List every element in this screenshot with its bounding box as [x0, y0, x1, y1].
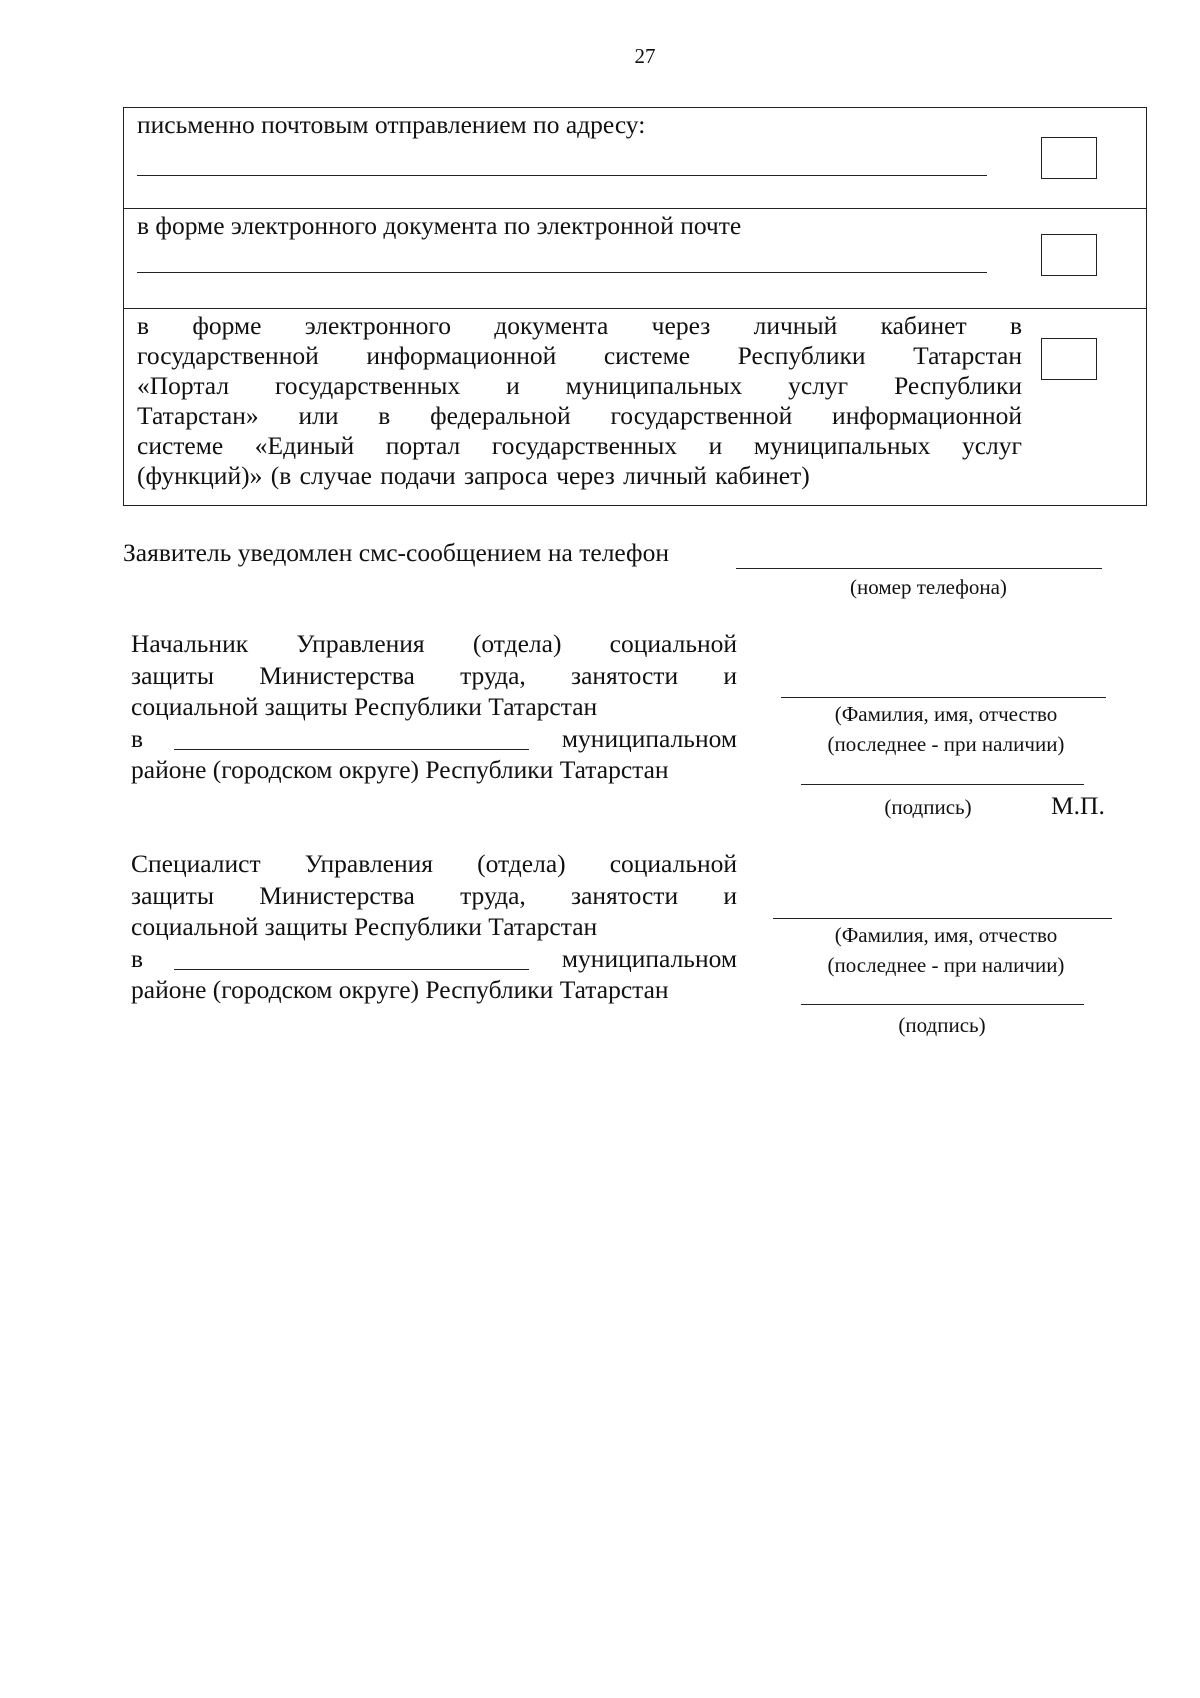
head-name-caption: (Фамилия, имя, отчество [834, 702, 1058, 726]
specialist-name-caption: (Фамилия, имя, отчество [834, 923, 1058, 947]
district-prep: в [131, 723, 144, 753]
specialist-title-line: социальной защиты Республики Татарстан [131, 912, 598, 941]
option-label: письменно почтовым отправлением по адресу: [137, 110, 646, 139]
specialist-signature-caption: (подпись) [898, 1013, 986, 1037]
option-label: в форме электронного документа по электронной почте [137, 211, 742, 240]
head-title-line: районе (городском округе) Республики Татарстан [131, 755, 669, 784]
sms-notice-text: Заявитель уведомлен смс-сообщением на телефон [123, 538, 669, 567]
specialist-title-block [131, 848, 737, 1006]
delivery-option-postal [124, 108, 1146, 209]
email-blank-line[interactable] [137, 272, 987, 273]
specialist-district-line [131, 943, 737, 975]
head-title-block [131, 628, 737, 786]
option-label-line: Татарстан» или в федеральной государственной информационной [137, 401, 1022, 430]
specialist-name-blank-line[interactable] [773, 918, 1112, 919]
district-blank-line[interactable] [174, 749, 529, 750]
district-suffix: муниципальном [561, 943, 737, 973]
head-title-line: социальной защиты Республики Татарстан [131, 692, 598, 721]
head-name-caption: (последнее - при наличии) [827, 732, 1065, 756]
page-number: 27 [634, 44, 656, 68]
head-district-line [131, 723, 737, 755]
district-suffix: муниципальном [561, 723, 737, 753]
specialist-title-line: защиты Министерства труда, занятости и [131, 880, 737, 910]
specialist-name-caption: (последнее - при наличии) [827, 953, 1065, 977]
phone-caption: (номер телефона) [850, 575, 1007, 599]
address-blank-line[interactable] [137, 175, 987, 176]
option-label-line: в форме электронного документа через личный кабинет в [137, 311, 1022, 340]
specialist-title-line: Специалист Управления (отдела) социальной [131, 849, 737, 878]
head-signature-caption: (подпись) [884, 795, 972, 819]
phone-blank-line[interactable] [736, 568, 1102, 569]
option-label [137, 311, 1022, 491]
head-title-line: Начальник Управления (отдела) социальной [131, 629, 737, 658]
delivery-option-portal [124, 309, 1146, 505]
specialist-signature-blank-line[interactable] [801, 1004, 1084, 1005]
district-prep: в [131, 943, 144, 973]
district-blank-line[interactable] [174, 969, 529, 970]
option-label-line: «Портал государственных и муниципальных услуг Республики [137, 371, 1022, 400]
specialist-title-line: районе (городском округе) Республики Татарстан [131, 975, 669, 1004]
head-title-line: защиты Министерства труда, занятости и [131, 660, 737, 690]
option-label-line: (функций)» (в случае подачи запроса через личный кабинет) [137, 461, 810, 490]
delivery-option-email [124, 209, 1146, 309]
head-signature-blank-line[interactable] [801, 784, 1084, 785]
option-checkbox-portal[interactable] [1041, 338, 1097, 380]
option-checkbox-email[interactable] [1041, 234, 1097, 276]
delivery-options-table [123, 107, 1147, 506]
option-checkbox-postal[interactable] [1041, 137, 1097, 179]
stamp-label: М.П. [1051, 791, 1105, 820]
option-label-line: государственной информационной системе Республики Татарстан [137, 341, 1022, 370]
head-name-blank-line[interactable] [781, 697, 1106, 698]
option-label-line: системе «Единый портал государственных и муниципальных услуг [137, 431, 1022, 460]
